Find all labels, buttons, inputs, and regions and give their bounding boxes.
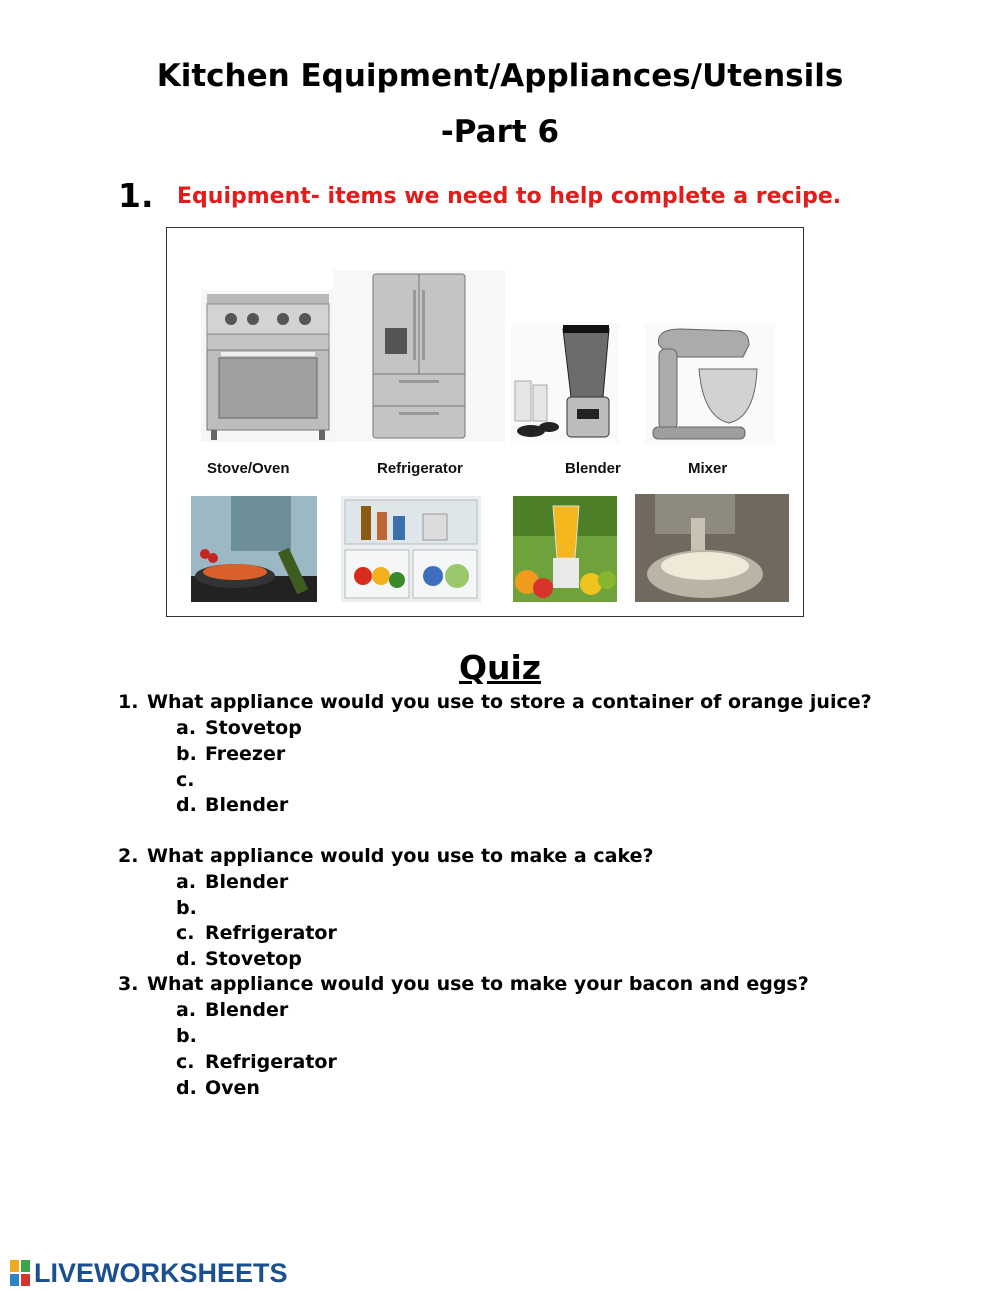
option-letter: c. [176, 1051, 195, 1073]
question-text: What appliance would you use to store a container of orange juice? [147, 691, 872, 713]
q2-option-d[interactable] [176, 948, 302, 970]
question-1 [118, 691, 872, 713]
q1-option-d[interactable] [176, 794, 288, 816]
equipment-image-panel [166, 227, 804, 617]
mixer-image [645, 323, 775, 445]
option-letter: b. [176, 897, 197, 919]
question-number: 2. [118, 845, 139, 867]
q1-option-c[interactable] [176, 769, 205, 791]
q3-option-d[interactable] [176, 1077, 260, 1099]
option-letter: a. [176, 717, 197, 739]
section-number: 1. [118, 176, 154, 215]
question-2 [118, 845, 654, 867]
quiz-title: Quiz [458, 648, 542, 687]
option-letter: d. [176, 948, 197, 970]
appliance-label-refrigerator: Refrigerator [377, 460, 463, 477]
refrigerator-image [333, 270, 505, 442]
mixer-in-use-photo [635, 494, 789, 602]
option-letter: a. [176, 871, 197, 893]
section-text: Equipment- items we need to help complete a recipe. [177, 184, 842, 209]
option-text: Blender [205, 999, 289, 1021]
stove-oven-image [201, 290, 335, 442]
option-text: Refrigerator [205, 1051, 337, 1073]
juice-photo [513, 496, 617, 602]
q2-option-a[interactable] [176, 871, 288, 893]
option-text: Blender [205, 871, 289, 893]
option-text: Oven [205, 1077, 260, 1099]
question-text: What appliance would you use to make a cake? [147, 845, 654, 867]
liveworksheets-logo[interactable] [10, 1258, 288, 1288]
option-text: Freezer [205, 743, 286, 765]
appliance-label-mixer: Mixer [688, 460, 728, 477]
question-number: 3. [118, 973, 139, 995]
appliance-label-stove-oven: Stove/Oven [207, 460, 290, 477]
q3-option-b[interactable] [176, 1025, 205, 1047]
appliance-label-blender: Blender [565, 460, 621, 477]
option-text: Stovetop [205, 717, 302, 739]
blender-image [511, 323, 619, 443]
question-number: 1. [118, 691, 139, 713]
liveworksheets-logo-icon [10, 1260, 30, 1286]
liveworksheets-brand-text: LIVEWORKSHEETS [34, 1257, 288, 1288]
title-line-2: -Part 6 [440, 114, 560, 150]
option-letter: a. [176, 999, 197, 1021]
q2-option-b[interactable] [176, 897, 205, 919]
option-letter: b. [176, 1025, 197, 1047]
option-text: Stovetop [205, 948, 302, 970]
q3-option-a[interactable] [176, 999, 288, 1021]
question-3 [118, 973, 809, 995]
option-text: Refrigerator [205, 922, 337, 944]
title-line-1: Kitchen Equipment/Appliances/Utensils [156, 58, 844, 94]
option-text: Blender [205, 794, 289, 816]
option-letter: c. [176, 922, 195, 944]
option-letter: b. [176, 743, 197, 765]
option-letter: d. [176, 794, 197, 816]
q1-option-a[interactable] [176, 717, 302, 739]
q1-option-b[interactable] [176, 743, 285, 765]
question-text: What appliance would you use to make your bacon and eggs? [147, 973, 809, 995]
cooking-photo [191, 496, 317, 602]
refrigerator-contents-photo [341, 496, 481, 602]
q2-option-c[interactable] [176, 922, 337, 944]
option-letter: c. [176, 769, 195, 791]
q3-option-c[interactable] [176, 1051, 337, 1073]
option-letter: d. [176, 1077, 197, 1099]
